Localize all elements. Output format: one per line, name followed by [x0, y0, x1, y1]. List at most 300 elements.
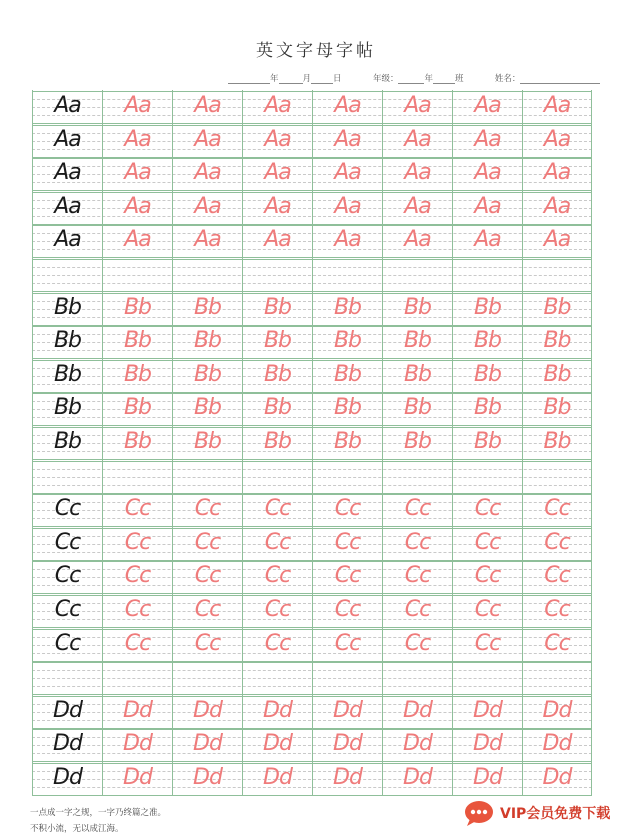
grid-cell[interactable] — [172, 124, 242, 158]
trace-letter: Cc — [264, 630, 291, 656]
trace-letter: Dd — [473, 764, 502, 790]
grid-cell[interactable] — [312, 258, 382, 292]
grid-cell[interactable] — [522, 527, 592, 561]
grid-cell[interactable] — [312, 157, 382, 191]
grid-cell[interactable] — [102, 762, 172, 796]
trace-letter: Cc — [544, 630, 570, 656]
grid-cell[interactable] — [452, 460, 522, 494]
grid-cell[interactable] — [172, 527, 242, 561]
trace-letter: Bb — [193, 361, 222, 387]
grid-cell[interactable] — [382, 560, 452, 594]
grid-cell[interactable] — [312, 90, 382, 124]
model-letter: Aa — [54, 126, 81, 152]
grid-cell[interactable] — [242, 359, 312, 393]
grid-cell[interactable] — [522, 594, 592, 628]
trace-letter: Bb — [473, 294, 502, 320]
trace-letter: Aa — [543, 227, 571, 253]
practice-row-cc — [32, 493, 592, 527]
grid-cell[interactable] — [452, 325, 522, 359]
grid-cell[interactable] — [382, 728, 452, 762]
grid-cell[interactable] — [382, 292, 452, 326]
trace-letter: Bb — [473, 328, 502, 354]
trace-letter: Aa — [264, 93, 291, 118]
grid-cell[interactable] — [452, 157, 522, 191]
trace-letter: Aa — [124, 126, 151, 152]
trace-letter: Cc — [124, 630, 151, 656]
grid-cell[interactable] — [522, 460, 592, 494]
grid-cell[interactable] — [172, 460, 242, 494]
model-letter: Cc — [54, 563, 81, 589]
trace-letter: Cc — [334, 563, 361, 589]
trace-letter: Cc — [194, 596, 221, 622]
grid-cell[interactable] — [452, 560, 522, 594]
grid-cell[interactable] — [32, 292, 102, 326]
grid-cell[interactable] — [452, 392, 522, 426]
grid-cell[interactable] — [382, 527, 452, 561]
grid-cell[interactable] — [102, 628, 172, 662]
trace-letter: Bb — [403, 294, 432, 320]
trace-letter: Dd — [123, 731, 152, 757]
grid-cell[interactable] — [102, 124, 172, 158]
grid-cell[interactable] — [32, 493, 102, 527]
grid-cell[interactable] — [172, 325, 242, 359]
grid-cell[interactable] — [382, 258, 452, 292]
grid-cell[interactable] — [522, 124, 592, 158]
practice-row-aa — [32, 157, 592, 191]
trace-letter: Cc — [194, 496, 221, 522]
trace-letter: Cc — [474, 630, 501, 656]
footer-line-2: 不积小流，无以成江海。 — [30, 824, 124, 834]
grid-cell[interactable] — [312, 493, 382, 527]
grid-cell[interactable] — [242, 628, 312, 662]
footer-quote — [30, 805, 166, 837]
grid-cell[interactable] — [172, 191, 242, 225]
grid-cell[interactable] — [172, 594, 242, 628]
grid-cell[interactable] — [242, 258, 312, 292]
grid-cell[interactable] — [172, 628, 242, 662]
trace-letter: Cc — [404, 596, 431, 622]
grid-cell[interactable] — [522, 224, 592, 258]
trace-letter: Cc — [474, 529, 501, 555]
grid-cell[interactable] — [452, 359, 522, 393]
grid-cell[interactable] — [102, 191, 172, 225]
grid-cell[interactable] — [102, 527, 172, 561]
grid-cell[interactable] — [452, 493, 522, 527]
trace-letter: Aa — [334, 227, 361, 253]
trace-letter: Dd — [123, 697, 152, 723]
grid-cell[interactable] — [452, 90, 522, 124]
grid-cell[interactable] — [522, 560, 592, 594]
practice-row-cc — [32, 628, 592, 662]
practice-row-aa — [32, 124, 592, 158]
trace-letter: Dd — [263, 764, 292, 790]
grid-cell[interactable] — [312, 661, 382, 695]
trace-letter: Dd — [542, 764, 572, 790]
model-letter: Bb — [53, 328, 82, 354]
grid-cell[interactable] — [32, 560, 102, 594]
trace-letter: Cc — [404, 529, 431, 555]
trace-letter: Dd — [333, 731, 362, 757]
trace-letter: Aa — [124, 160, 151, 186]
grid-cell[interactable] — [172, 292, 242, 326]
trace-letter: Bb — [123, 328, 152, 354]
grid-cell[interactable] — [32, 359, 102, 393]
page-title: 英文字母字帖 — [256, 41, 376, 61]
grid-cell[interactable] — [242, 762, 312, 796]
grid-cell[interactable] — [452, 292, 522, 326]
trace-letter: Aa — [404, 93, 431, 118]
grade-year-label: 年 — [424, 74, 433, 84]
grid-cell[interactable] — [312, 325, 382, 359]
trace-letter: Bb — [543, 395, 571, 421]
grid-cell[interactable] — [242, 493, 312, 527]
trace-letter: Cc — [544, 596, 570, 622]
grid-cell[interactable] — [312, 292, 382, 326]
grid-cell[interactable] — [102, 594, 172, 628]
grid-cell[interactable] — [242, 695, 312, 729]
trace-letter: Aa — [474, 93, 501, 118]
model-letter: Dd — [53, 731, 82, 757]
grid-cell[interactable] — [382, 628, 452, 662]
trace-letter: Bb — [123, 395, 152, 421]
grid-cell[interactable] — [32, 224, 102, 258]
grid-cell[interactable] — [312, 359, 382, 393]
year-label: 年 — [270, 74, 279, 84]
trace-letter: Aa — [194, 126, 221, 152]
grid-cell[interactable] — [242, 594, 312, 628]
grid-cell[interactable] — [382, 359, 452, 393]
trace-letter: Dd — [123, 764, 152, 790]
trace-letter: Cc — [404, 630, 431, 656]
grid-cell[interactable] — [522, 258, 592, 292]
class-label: 班 — [454, 74, 464, 84]
practice-row-bb — [32, 359, 592, 393]
trace-letter: Dd — [473, 731, 502, 757]
trace-letter: Bb — [263, 328, 292, 354]
grid-cell[interactable] — [172, 493, 242, 527]
grid-cell[interactable] — [242, 460, 312, 494]
grid-cell[interactable] — [102, 325, 172, 359]
grid-cell[interactable] — [32, 90, 102, 124]
day-blank[interactable] — [311, 74, 333, 84]
practice-row-bb — [32, 292, 592, 326]
grid-cell[interactable] — [452, 762, 522, 796]
grid-cell[interactable] — [522, 157, 592, 191]
grid-cell[interactable] — [102, 728, 172, 762]
grid-cell[interactable] — [172, 157, 242, 191]
grid-cell[interactable] — [522, 628, 592, 662]
model-letter: Dd — [53, 764, 82, 790]
grid-cell[interactable] — [382, 460, 452, 494]
trace-letter: Cc — [194, 529, 221, 555]
trace-letter: Aa — [334, 160, 361, 186]
trace-letter: Dd — [473, 697, 502, 723]
grid-cell[interactable] — [522, 325, 592, 359]
model-letter: Bb — [53, 395, 82, 421]
grid-cell[interactable] — [312, 392, 382, 426]
grid-cell[interactable] — [312, 460, 382, 494]
model-letter: Cc — [54, 596, 81, 622]
grid-cell[interactable] — [522, 426, 592, 460]
trace-letter: Bb — [333, 395, 362, 421]
grid-cell[interactable] — [32, 157, 102, 191]
grid-cell[interactable] — [312, 191, 382, 225]
practice-row-dd — [32, 695, 592, 729]
vip-download-badge[interactable] — [462, 796, 610, 830]
trace-letter: Aa — [404, 126, 431, 152]
grid-cell[interactable] — [102, 292, 172, 326]
grid-cell[interactable] — [242, 191, 312, 225]
grid-cell[interactable] — [382, 695, 452, 729]
grid-cell[interactable] — [242, 292, 312, 326]
grid-cell[interactable] — [522, 90, 592, 124]
grid-cell[interactable] — [312, 224, 382, 258]
trace-letter: Aa — [474, 227, 501, 253]
grid-cell[interactable] — [102, 90, 172, 124]
grid-cell[interactable] — [172, 426, 242, 460]
trace-letter: Dd — [193, 764, 222, 790]
grid-cell[interactable] — [32, 460, 102, 494]
trace-letter: Aa — [334, 193, 361, 219]
grid-cell[interactable] — [242, 224, 312, 258]
grid-cell[interactable] — [452, 224, 522, 258]
trace-letter: Aa — [334, 93, 361, 118]
trace-letter: Aa — [124, 227, 151, 253]
model-letter: Cc — [54, 630, 81, 656]
trace-letter: Aa — [404, 193, 431, 219]
trace-letter: Aa — [543, 126, 571, 152]
grid-cell[interactable] — [382, 661, 452, 695]
grid-cell[interactable] — [312, 594, 382, 628]
grid-cell[interactable] — [242, 661, 312, 695]
model-letter: Cc — [54, 496, 81, 522]
grid-cell[interactable] — [32, 762, 102, 796]
trace-letter: Bb — [193, 428, 222, 454]
grid-cell[interactable] — [102, 258, 172, 292]
practice-row-bb — [32, 426, 592, 460]
grid-cell[interactable] — [102, 661, 172, 695]
trace-letter: Aa — [194, 193, 221, 219]
grid-cell[interactable] — [172, 258, 242, 292]
grid-cell[interactable] — [452, 527, 522, 561]
grid-cell[interactable] — [382, 224, 452, 258]
grid-cell[interactable] — [32, 594, 102, 628]
trace-letter: Dd — [403, 697, 432, 723]
trace-letter: Dd — [193, 697, 222, 723]
grid-cell[interactable] — [102, 426, 172, 460]
grid-cell[interactable] — [382, 426, 452, 460]
grid-cell[interactable] — [522, 392, 592, 426]
grid-cell[interactable] — [452, 728, 522, 762]
grade-year-blank[interactable] — [398, 74, 424, 84]
trace-letter: Aa — [194, 160, 221, 186]
grid-cell[interactable] — [242, 124, 312, 158]
grid-cell[interactable] — [32, 695, 102, 729]
trace-letter: Cc — [194, 563, 221, 589]
trace-letter: Cc — [474, 496, 501, 522]
grid-cell[interactable] — [452, 426, 522, 460]
grid-cell[interactable] — [102, 392, 172, 426]
grid-cell[interactable] — [522, 292, 592, 326]
trace-letter: Cc — [334, 529, 361, 555]
trace-letter: Aa — [194, 93, 221, 118]
grid-cell[interactable] — [522, 493, 592, 527]
trace-letter: Bb — [473, 361, 502, 387]
grid-cell[interactable] — [102, 560, 172, 594]
grid-cell[interactable] — [172, 695, 242, 729]
grid-cell[interactable] — [312, 628, 382, 662]
trace-letter: Aa — [264, 160, 291, 186]
trace-letter: Cc — [334, 496, 361, 522]
grid-cell[interactable] — [522, 762, 592, 796]
trace-letter: Dd — [403, 764, 432, 790]
trace-letter: Bb — [403, 328, 432, 354]
grid-cell[interactable] — [102, 695, 172, 729]
grid-cell[interactable] — [32, 527, 102, 561]
grid-cell[interactable] — [522, 695, 592, 729]
grid-cell[interactable] — [242, 527, 312, 561]
trace-letter: Aa — [264, 193, 291, 219]
name-blank[interactable] — [520, 74, 600, 84]
trace-letter: Aa — [474, 193, 501, 219]
chat-bubble-icon — [462, 799, 498, 827]
student-info-line — [228, 72, 600, 84]
trace-letter: Dd — [403, 731, 432, 757]
grid-cell[interactable] — [32, 258, 102, 292]
trace-letter: Aa — [194, 227, 221, 253]
grid-cell[interactable] — [32, 392, 102, 426]
trace-letter: Cc — [194, 630, 221, 656]
grid-cell[interactable] — [522, 359, 592, 393]
trace-letter: Aa — [264, 126, 291, 152]
grid-cell[interactable] — [452, 124, 522, 158]
grid-cell[interactable] — [312, 426, 382, 460]
trace-letter: Bb — [263, 361, 292, 387]
grade-label: 年级： — [372, 74, 399, 84]
grid-cell[interactable] — [452, 258, 522, 292]
grid-cell[interactable] — [382, 325, 452, 359]
grid-cell[interactable] — [382, 594, 452, 628]
grid-cell[interactable] — [172, 728, 242, 762]
grid-cell[interactable] — [522, 728, 592, 762]
grid-cell[interactable] — [102, 157, 172, 191]
grid-cell[interactable] — [382, 191, 452, 225]
spacer-row — [32, 460, 592, 494]
grid-cell[interactable] — [32, 661, 102, 695]
trace-letter: Bb — [263, 395, 292, 421]
trace-letter: Aa — [543, 160, 571, 186]
grid-cell[interactable] — [452, 628, 522, 662]
trace-letter: Cc — [124, 563, 151, 589]
class-blank[interactable] — [433, 74, 455, 84]
grid-cell[interactable] — [172, 224, 242, 258]
trace-letter: Cc — [264, 529, 291, 555]
grid-cell[interactable] — [102, 359, 172, 393]
trace-letter: Cc — [334, 596, 361, 622]
grid-cell[interactable] — [172, 392, 242, 426]
year-blank[interactable] — [228, 74, 270, 84]
day-label: 日 — [333, 74, 342, 84]
grid-cell[interactable] — [452, 191, 522, 225]
grid-cell[interactable] — [312, 762, 382, 796]
trace-letter: Aa — [264, 227, 291, 253]
grid-cell[interactable] — [172, 560, 242, 594]
grid-cell[interactable] — [32, 124, 102, 158]
trace-letter: Bb — [473, 428, 502, 454]
practice-row-cc — [32, 594, 592, 628]
model-letter: Bb — [53, 294, 82, 320]
trace-letter: Bb — [123, 361, 152, 387]
model-letter: Aa — [54, 93, 81, 118]
grid-cell[interactable] — [452, 695, 522, 729]
grid-cell[interactable] — [382, 124, 452, 158]
trace-letter: Bb — [123, 428, 152, 454]
grid-cell[interactable] — [242, 325, 312, 359]
trace-letter: Dd — [193, 731, 222, 757]
grid-cell[interactable] — [102, 224, 172, 258]
grid-cell[interactable] — [242, 157, 312, 191]
grid-cell[interactable] — [382, 157, 452, 191]
trace-letter: Cc — [264, 596, 291, 622]
grid-cell[interactable] — [32, 426, 102, 460]
practice-row-dd — [32, 728, 592, 762]
grid-cell[interactable] — [382, 90, 452, 124]
grid-cell[interactable] — [102, 460, 172, 494]
grid-cell[interactable] — [32, 628, 102, 662]
grid-cell[interactable] — [242, 392, 312, 426]
trace-letter: Dd — [263, 697, 292, 723]
grid-cell[interactable] — [452, 661, 522, 695]
grid-cell[interactable] — [382, 762, 452, 796]
grid-cell[interactable] — [382, 392, 452, 426]
grid-cell[interactable] — [242, 560, 312, 594]
grid-cell[interactable] — [172, 359, 242, 393]
grid-cell[interactable] — [172, 762, 242, 796]
grid-cell[interactable] — [382, 493, 452, 527]
trace-letter: Bb — [543, 428, 571, 454]
grid-cell[interactable] — [242, 90, 312, 124]
grid-cell[interactable] — [32, 325, 102, 359]
spacer-row — [32, 661, 592, 695]
trace-letter: Aa — [334, 126, 361, 152]
month-blank[interactable] — [279, 74, 303, 84]
trace-letter: Cc — [124, 529, 151, 555]
grid-cell[interactable] — [32, 191, 102, 225]
trace-letter: Cc — [544, 563, 570, 589]
grid-cell[interactable] — [172, 90, 242, 124]
grid-cell[interactable] — [522, 661, 592, 695]
grid-cell[interactable] — [32, 728, 102, 762]
grid-cell[interactable] — [312, 527, 382, 561]
grid-cell[interactable] — [102, 493, 172, 527]
grid-cell[interactable] — [242, 426, 312, 460]
grid-cell[interactable] — [242, 728, 312, 762]
grid-cell[interactable] — [312, 560, 382, 594]
grid-cell[interactable] — [172, 661, 242, 695]
trace-letter: Bb — [403, 361, 432, 387]
trace-letter: Bb — [543, 328, 571, 354]
grid-cell[interactable] — [312, 124, 382, 158]
trace-letter: Cc — [474, 563, 501, 589]
trace-letter: Aa — [474, 160, 501, 186]
grid-cell[interactable] — [522, 191, 592, 225]
trace-letter: Bb — [333, 361, 362, 387]
grid-cell[interactable] — [312, 695, 382, 729]
grid-cell[interactable] — [452, 594, 522, 628]
trace-letter: Bb — [333, 294, 362, 320]
grid-cell[interactable] — [312, 728, 382, 762]
trace-letter: Bb — [333, 428, 362, 454]
